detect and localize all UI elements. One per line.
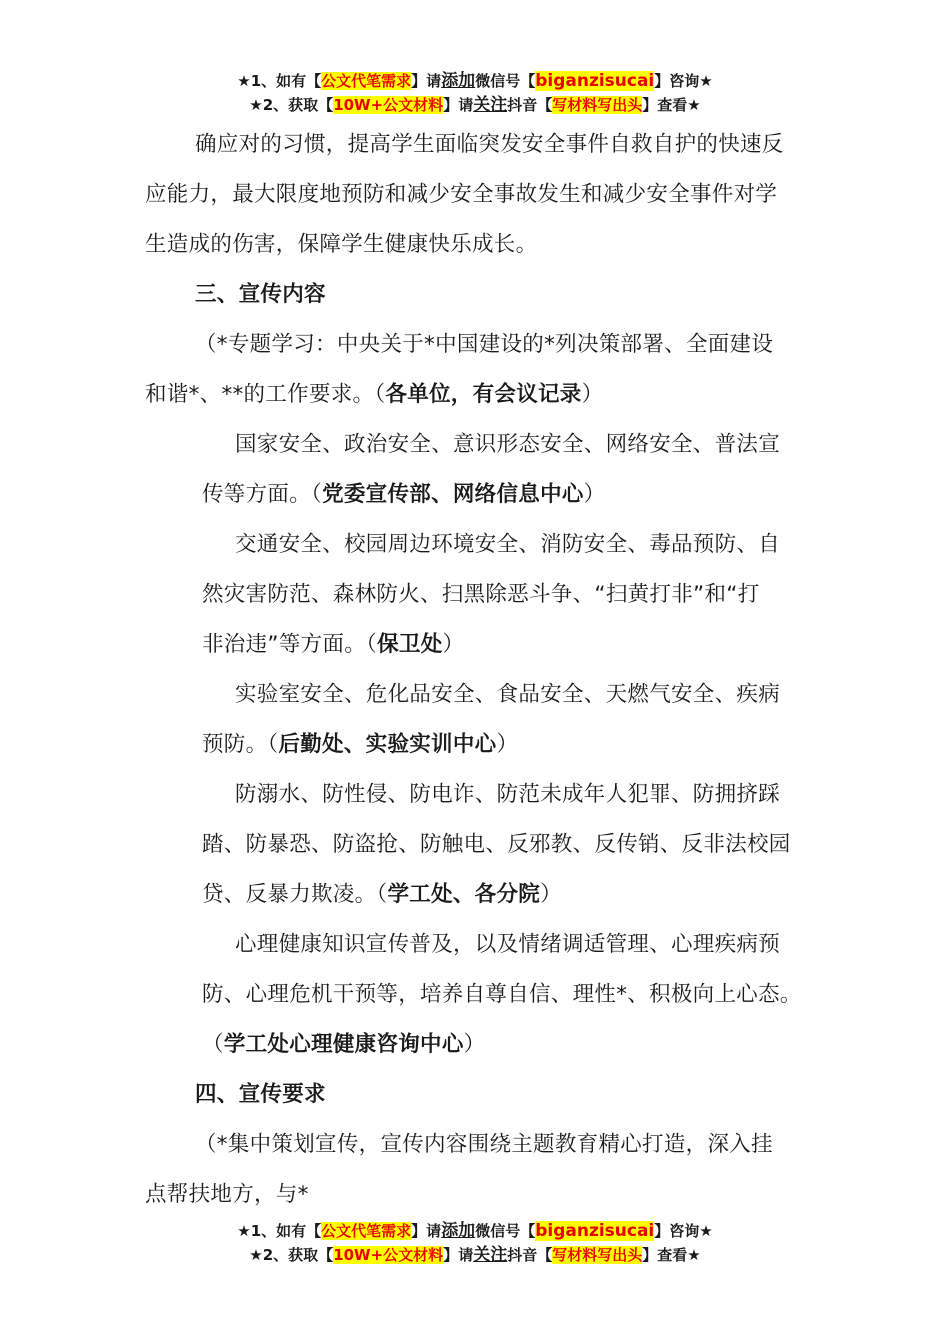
text: ） (540, 882, 562, 907)
banner-text: 】请 (443, 1246, 474, 1264)
banner-text: 抖音【 (507, 96, 553, 114)
banner-underline: 关注 (473, 1245, 508, 1265)
paragraph-line (202, 630, 464, 660)
banner-underline: 添加 (441, 71, 476, 91)
paragraph-line: 心理健康知识宣传普及，以及情绪调适管理、心理疾病预 (235, 932, 781, 957)
text: ） (581, 382, 604, 407)
banner-douyin-id: 写材料写出头 (552, 96, 643, 114)
paragraph-line: 踏、防暴恐、防盗抢、防触电、反邪教、反传销、反非法校园 (202, 832, 791, 857)
paragraph-line: 应能力，最大限度地预防和减少安全事故发生和减少安全事件对学 (145, 182, 778, 207)
banner-wechat-id: biganzisucai (535, 71, 655, 91)
text: 预防。（ (202, 732, 279, 757)
banner-highlight: 10W+公文材料 (333, 96, 444, 114)
paragraph-line: 国家安全、政治安全、意识形态安全、网络安全、普法宣 (235, 432, 781, 457)
paragraph-line: 确应对的习惯，提高学生面临突发安全事件自救自护的快速反 (195, 132, 784, 157)
paragraph-line (202, 1030, 485, 1060)
bottom-banner-line-1 (0, 1220, 950, 1242)
text: 非治违”等方面。（ (202, 632, 378, 657)
banner-text: 】查看★ (642, 1246, 701, 1264)
banner-highlight: 10W+公文材料 (333, 1246, 444, 1264)
banner-text: ★1、如有【 (237, 1222, 322, 1240)
banner-text: 】请 (411, 1222, 442, 1240)
banner-text: 微信号【 (475, 72, 536, 90)
banner-text: 】咨询★ (654, 72, 713, 90)
paragraph-line: （*集中策划宣传，宣传内容围绕主题教育精心打造，深入挂 (195, 1132, 773, 1157)
paragraph-line (202, 880, 562, 910)
banner-text: 】查看★ (642, 96, 701, 114)
text: 贷、反暴力欺凌。（ (202, 882, 388, 907)
banner-highlight: 公文代笔需求 (321, 72, 412, 90)
responsible-unit: 学工处、各分院 (387, 882, 541, 907)
responsible-unit: 保卫处 (377, 632, 443, 657)
banner-douyin-id: 写材料写出头 (552, 1246, 643, 1264)
responsible-unit: 各单位，有会议记录 (385, 382, 582, 407)
section-heading-4: 四、宣传要求 (195, 1082, 326, 1107)
text: 和谐*、**的工作要求。（ (145, 382, 386, 407)
top-banner-line-1 (0, 70, 950, 92)
responsible-unit: 党委宣传部、网络信息中心 (322, 482, 584, 507)
paragraph-line: 防、心理危机干预等，培养自尊自信、理性*、积极向上心态。 (202, 982, 802, 1007)
text: ） (583, 482, 606, 507)
text: （ (202, 1032, 224, 1057)
banner-text: ★1、如有【 (237, 72, 322, 90)
paragraph-line: 交通安全、校园周边环境安全、消防安全、毒品预防、自 (235, 532, 781, 557)
banner-text: 】请 (443, 96, 474, 114)
section-heading-3: 三、宣传内容 (195, 282, 326, 307)
paragraph-line (202, 730, 518, 760)
banner-underline: 添加 (441, 1221, 476, 1241)
paragraph-line: 防溺水、防性侵、防电诈、防范未成年人犯罪、防拥挤踩 (235, 782, 781, 807)
responsible-unit: 后勤处、实验实训中心 (278, 732, 497, 757)
bottom-banner-line-2 (0, 1244, 950, 1266)
banner-text: 抖音【 (507, 1246, 553, 1264)
banner-text: 】请 (411, 72, 442, 90)
paragraph-line: 点帮扶地方，与* (145, 1182, 309, 1207)
banner-text: ★2、获取【 (249, 96, 334, 114)
paragraph-line (145, 380, 603, 410)
paragraph-line: 然灾害防范、森林防火、扫黑除恶斗争、“扫黄打非”和“打 (202, 582, 760, 607)
banner-highlight: 公文代笔需求 (321, 1222, 412, 1240)
paragraph-line: 生造成的伤害，保障学生健康快乐成长。 (145, 232, 538, 257)
responsible-unit: 学工处心理健康咨询中心 (223, 1032, 464, 1057)
banner-underline: 关注 (473, 95, 508, 115)
text: ） (463, 1032, 486, 1057)
banner-text: ★2、获取【 (249, 1246, 334, 1264)
banner-wechat-id: biganzisucai (535, 1221, 655, 1241)
text: ） (442, 632, 465, 657)
text: ） (496, 732, 519, 757)
banner-text: 】咨询★ (654, 1222, 713, 1240)
banner-text: 微信号【 (475, 1222, 536, 1240)
top-banner-line-2 (0, 94, 950, 116)
text: 传等方面。（ (202, 482, 323, 507)
paragraph-line (202, 480, 605, 510)
paragraph-line: （*专题学习：中央关于*中国建设的*列决策部署、全面建设 (195, 332, 774, 357)
paragraph-line: 实验室安全、危化品安全、食品安全、天燃气安全、疾病 (235, 682, 781, 707)
